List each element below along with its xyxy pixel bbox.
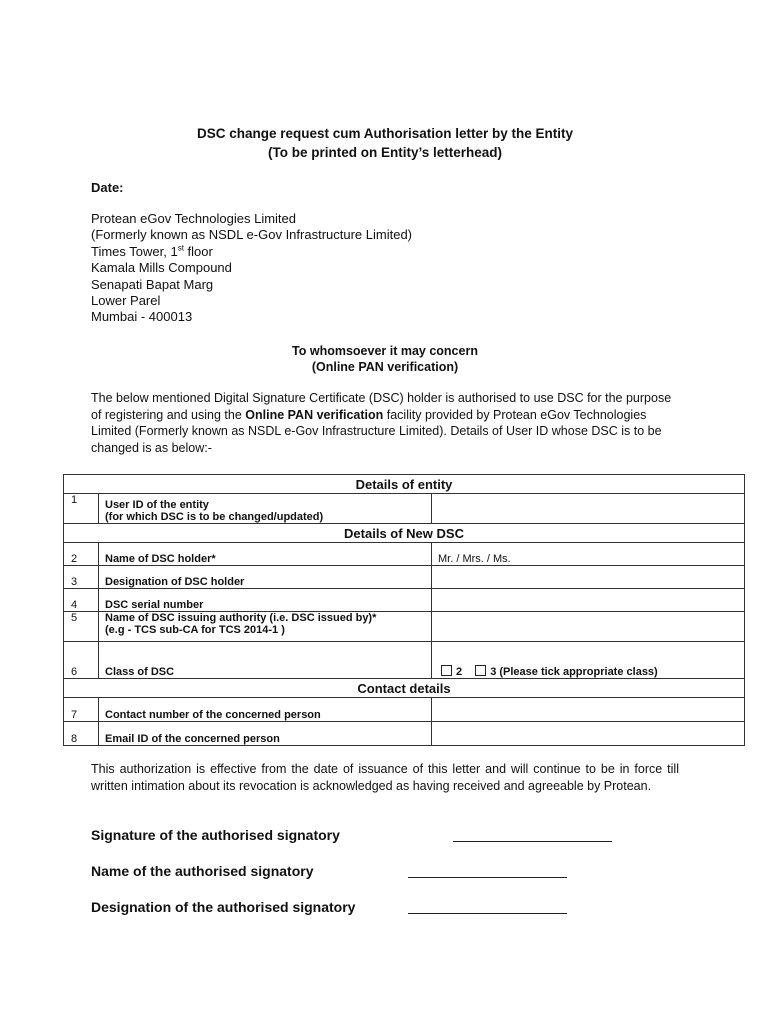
address-line: Kamala Mills Compound [91, 260, 232, 276]
dsc-holder-designation-field[interactable] [432, 566, 745, 589]
date-label: Date: [91, 180, 124, 195]
recipient-address [91, 211, 412, 326]
row-number: 5 [64, 612, 99, 642]
address-line: Senapati Bapat Marg [91, 276, 214, 292]
address-line: Times Tower, 1st floor [91, 243, 213, 259]
address-line: Mumbai - 400013 [91, 309, 193, 325]
concern-heading: To whomsoever it may concern (Online PAN verification) [292, 344, 478, 374]
dsc-class-label: Class of DSC [99, 642, 432, 679]
dsc-holder-designation-label: Designation of DSC holder [99, 566, 432, 589]
signatory-designation-label: Designation of the authorised signatory [91, 899, 356, 915]
user-id-field[interactable] [432, 494, 745, 524]
row-number: 3 [64, 566, 99, 589]
section-entity-header: Details of entity [64, 475, 745, 494]
contact-number-label: Contact number of the concerned person [99, 698, 432, 722]
class-3-checkbox[interactable] [475, 665, 486, 676]
section-dsc-header: Details of New DSC [64, 524, 745, 543]
address-line: Protean eGov Technologies Limited [91, 211, 296, 226]
dsc-serial-number-label: DSC serial number [99, 589, 432, 612]
contact-number-field[interactable] [432, 698, 745, 722]
row-number: 6 [64, 642, 99, 679]
document-subtitle: (To be printed on Entity’s letterhead) [267, 145, 502, 160]
user-id-label: User ID of the entity (for which DSC is to be changed/updated) [99, 494, 432, 524]
intro-paragraph: The below mentioned Digital Signature Certificate (DSC) holder is authorised to use DSC for the purpose of registering and using the Online PAN verification facility provided by Protean eGov Technologies Limited (Formerly known as NSDL e-Gov Infrastructure Limited). Details of User ID whose DSC is to be changed is as below:- [91, 391, 672, 455]
section-contact-header: Contact details [64, 679, 745, 698]
signature-line[interactable] [453, 841, 612, 842]
closing-paragraph: This authorization is effective from the date of issuance of this letter and will continue to be in force till written intimation about its revocation is acknowledged as having received and agreeable by Protean. [91, 762, 679, 793]
signatory-name-line[interactable] [408, 877, 567, 878]
details-table [63, 474, 745, 746]
dsc-serial-number-field[interactable] [432, 589, 745, 612]
dsc-holder-name-field[interactable]: Mr. / Mrs. / Ms. [432, 543, 745, 566]
dsc-issuing-authority-field[interactable] [432, 612, 745, 642]
email-id-field[interactable] [432, 722, 745, 746]
row-number: 1 [64, 494, 99, 524]
address-line: (Formerly known as NSDL e-Gov Infrastructure Limited) [91, 227, 413, 243]
address-line: Lower Parel [91, 293, 161, 309]
class-2-label: 2 [456, 666, 463, 678]
document-title: DSC change request cum Authorisation letter by the Entity [196, 126, 574, 141]
signatory-name-label: Name of the authorised signatory [91, 863, 314, 879]
class-3-label: 3 (Please tick appropriate class) [490, 666, 658, 678]
row-number: 8 [64, 722, 99, 746]
row-number: 7 [64, 698, 99, 722]
row-number: 4 [64, 589, 99, 612]
signatory-designation-line[interactable] [408, 913, 567, 914]
row-number: 2 [64, 543, 99, 566]
email-id-label: Email ID of the concerned person [99, 722, 432, 746]
dsc-holder-name-label: Name of DSC holder* [99, 543, 432, 566]
signature-label: Signature of the authorised signatory [91, 827, 340, 843]
dsc-class-options [432, 642, 745, 679]
dsc-issuing-authority-label: Name of DSC issuing authority (i.e. DSC issued by)* (e.g - TCS sub-CA for TCS 2014-1 ) [99, 612, 432, 642]
class-2-checkbox[interactable] [441, 665, 452, 676]
